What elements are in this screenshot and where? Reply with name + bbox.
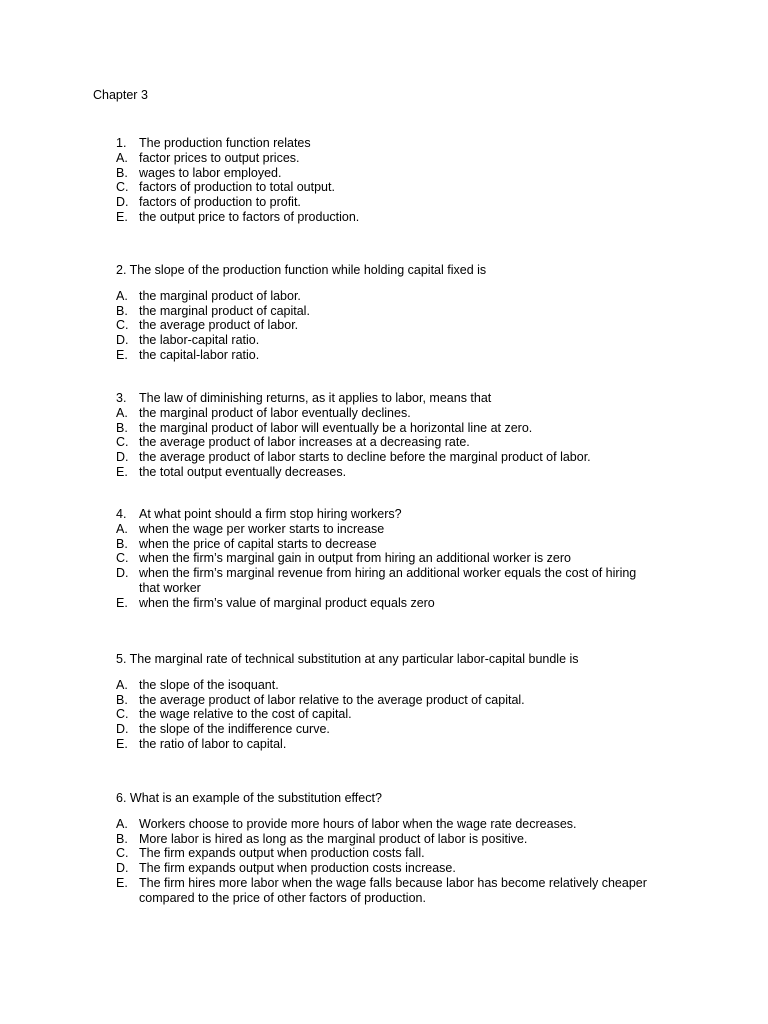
- option-text: The firm hires more labor when the wage falls because labor has become relatively cheaper compared to the price of other factors of production.: [139, 875, 647, 905]
- option-text: the average product of labor increases at a decreasing rate.: [139, 435, 470, 450]
- option-text: when the price of capital starts to decrease: [139, 536, 377, 551]
- answer-option: [116, 210, 656, 225]
- option-letter: C.: [116, 318, 129, 333]
- answer-option: [116, 737, 656, 752]
- option-letter: E.: [116, 595, 128, 610]
- option-text: the average product of labor.: [139, 318, 299, 333]
- answer-option: [116, 678, 656, 693]
- option-letter: B.: [116, 692, 128, 707]
- option-text: the marginal product of labor will eventually be a horizontal line at zero.: [139, 420, 533, 435]
- option-letter: C.: [116, 180, 129, 195]
- answer-option: [116, 596, 656, 611]
- answer-option: [116, 707, 656, 722]
- question-number: 3.: [116, 391, 127, 405]
- answer-option: [116, 861, 656, 876]
- question-number: 4.: [116, 507, 127, 521]
- option-text: the average product of labor starts to decline before the marginal product of labor.: [139, 450, 591, 465]
- answer-option: [116, 348, 656, 363]
- question-6: [116, 791, 656, 906]
- question-1: [116, 136, 656, 225]
- option-letter: D.: [116, 722, 129, 737]
- question-stem: [116, 507, 656, 522]
- answer-option: [116, 435, 656, 450]
- answer-option: [116, 876, 656, 906]
- question-stem: [116, 391, 656, 406]
- option-text: when the wage per worker starts to increase: [139, 521, 385, 536]
- option-letter: A.: [116, 521, 128, 536]
- option-letter: A.: [116, 288, 128, 303]
- option-letter: B.: [116, 831, 128, 846]
- answer-option: [116, 151, 656, 166]
- option-text: when the firm’s value of marginal product equals zero: [139, 595, 435, 610]
- answer-option: [116, 832, 656, 847]
- question-text: At what point should a firm stop hiring workers?: [139, 507, 402, 521]
- question-4: [116, 507, 656, 611]
- option-letter: E.: [116, 209, 128, 224]
- option-text: factors of production to profit.: [139, 195, 301, 210]
- answer-option: [116, 722, 656, 737]
- option-text: the average product of labor relative to the average product of capital.: [139, 692, 525, 707]
- answer-option: [116, 537, 656, 552]
- option-text: the capital-labor ratio.: [139, 347, 260, 362]
- option-letter: B.: [116, 165, 128, 180]
- option-text: the marginal product of labor.: [139, 288, 301, 303]
- option-text: the marginal product of labor eventually declines.: [139, 405, 411, 420]
- option-letter: C.: [116, 435, 129, 450]
- option-letter: B.: [116, 536, 128, 551]
- answer-option: [116, 289, 656, 304]
- answer-option: [116, 693, 656, 708]
- option-text: the total output eventually decreases.: [139, 464, 347, 479]
- answer-option: [116, 522, 656, 537]
- option-text: when the firm’s marginal gain in output from hiring an additional worker is zero: [139, 551, 571, 566]
- option-letter: E.: [116, 736, 128, 751]
- option-letter: E.: [116, 347, 128, 362]
- option-text: More labor is hired as long as the marginal product of labor is positive.: [139, 831, 528, 846]
- option-letter: A.: [116, 677, 128, 692]
- answer-option: [116, 817, 656, 832]
- option-text: wages to labor employed.: [139, 165, 282, 180]
- option-letter: D.: [116, 333, 129, 348]
- answer-option: [116, 406, 656, 421]
- option-text: the wage relative to the cost of capital.: [139, 707, 352, 722]
- answer-option: [116, 421, 656, 436]
- answer-option: [116, 180, 656, 195]
- option-text: factor prices to output prices.: [139, 150, 300, 165]
- chapter-title: Chapter 3: [93, 88, 148, 102]
- question-text: The law of diminishing returns, as it applies to labor, means that: [139, 391, 492, 405]
- option-text: the marginal product of capital.: [139, 303, 310, 318]
- question-2: [116, 263, 656, 363]
- option-text: The firm expands output when production costs increase.: [139, 861, 456, 876]
- question-text: 5. The marginal rate of technical substitution at any particular labor-capital bundle is: [116, 652, 579, 666]
- option-letter: A.: [116, 150, 128, 165]
- option-letter: A.: [116, 816, 128, 831]
- option-text: the labor-capital ratio.: [139, 333, 260, 348]
- option-letter: D.: [116, 450, 129, 465]
- answer-option: [116, 551, 656, 566]
- question-3: [116, 391, 656, 480]
- option-letter: C.: [116, 707, 129, 722]
- question-text: 2. The slope of the production function while holding capital fixed is: [116, 263, 487, 277]
- option-letter: D.: [116, 861, 129, 876]
- question-text: 6. What is an example of the substitution effect?: [116, 791, 382, 805]
- option-letter: D.: [116, 566, 129, 581]
- option-letter: C.: [116, 551, 129, 566]
- answer-option: [116, 566, 656, 596]
- option-letter: B.: [116, 303, 128, 318]
- option-text: the output price to factors of production.: [139, 209, 360, 224]
- answer-option: [116, 195, 656, 210]
- answer-option: [116, 333, 656, 348]
- answer-option: [116, 304, 656, 319]
- answer-option: [116, 846, 656, 861]
- answer-option: [116, 465, 656, 480]
- question-stem: [116, 136, 656, 151]
- option-letter: A.: [116, 405, 128, 420]
- option-letter: B.: [116, 420, 128, 435]
- option-text: the slope of the isoquant.: [139, 677, 279, 692]
- answer-option: [116, 318, 656, 333]
- option-text: The firm expands output when production costs fall.: [139, 846, 425, 861]
- option-letter: C.: [116, 846, 129, 861]
- option-text: factors of production to total output.: [139, 180, 335, 195]
- option-letter: E.: [116, 875, 128, 890]
- answer-option: [116, 450, 656, 465]
- option-text: when the firm’s marginal revenue from hiring an additional worker equals the cost of hiring that worker: [139, 566, 637, 595]
- option-text: Workers choose to provide more hours of labor when the wage rate decreases.: [139, 816, 577, 831]
- option-text: the ratio of labor to capital.: [139, 736, 287, 751]
- answer-option: [116, 166, 656, 181]
- question-text: The production function relates: [139, 136, 311, 150]
- option-text: the slope of the indifference curve.: [139, 722, 330, 737]
- question-5: [116, 652, 656, 752]
- question-number: 1.: [116, 136, 127, 150]
- option-letter: E.: [116, 464, 128, 479]
- option-letter: D.: [116, 195, 129, 210]
